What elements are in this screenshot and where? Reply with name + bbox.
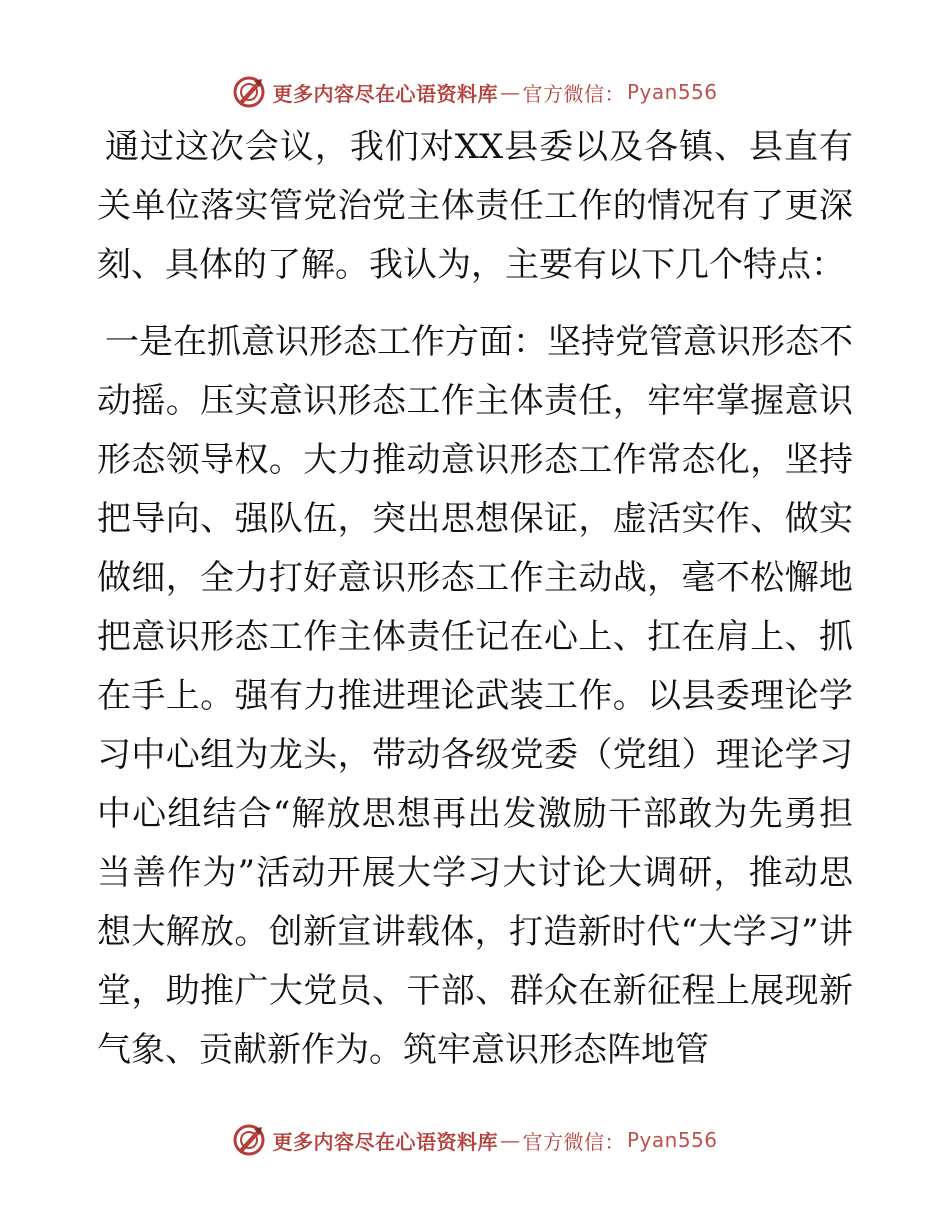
watermark-wechat-label: 官方微信： bbox=[522, 81, 625, 106]
header-watermark bbox=[0, 72, 950, 112]
watermark-main-text: 更多内容尽在心语资料库 bbox=[272, 81, 498, 106]
footer-watermark bbox=[0, 1120, 950, 1160]
paragraph-intro: 通过这次会议，我们对XX县委以及各镇、县直有关单位落实管党治党主体责任工作的情况有了更深刻、具体的了解。我认为，主要有以下几个特点： bbox=[97, 127, 853, 285]
watermark-wechat-label: 官方微信： bbox=[522, 1129, 625, 1154]
logo-icon bbox=[232, 1123, 266, 1157]
watermark-main-text: 更多内容尽在心语资料库 bbox=[272, 1129, 498, 1154]
document-body bbox=[97, 118, 853, 1080]
watermark-wechat-id: Pyan556 bbox=[626, 80, 718, 104]
watermark-separator: — bbox=[499, 80, 521, 104]
watermark-separator: — bbox=[499, 1128, 521, 1152]
watermark-wechat-id: Pyan556 bbox=[626, 1128, 718, 1152]
paragraph-ideology: 一是在抓意识形态工作方面：坚持党管意识形态不动摇。压实意识形态工作主体责任，牢牢掌握意识形态领导权。大力推动意识形态工作常态化，坚持把导向、强队伍，突出思想保证，虚活实作、做实做细，全力打好意识形态工作主动战，毫不松懈地把意识形态工作主体责任记在心上、扛在肩上、抓在手上。强有力推进理论武装工作。以县委理论学习中心组为龙头，带动各级党委（党组）理论学习中心组结合“解放思想再出发激励干部敢为先勇担当善作为”活动开展大学习大讨论大调研，推动思想大解放。创新宣讲载体，打造新时代“大学习”讲堂，助推广大党员、干部、群众在新征程上展现新气象、贡献新作为。筑牢意识形态阵地管 bbox=[97, 322, 853, 1070]
logo-icon bbox=[232, 75, 266, 109]
